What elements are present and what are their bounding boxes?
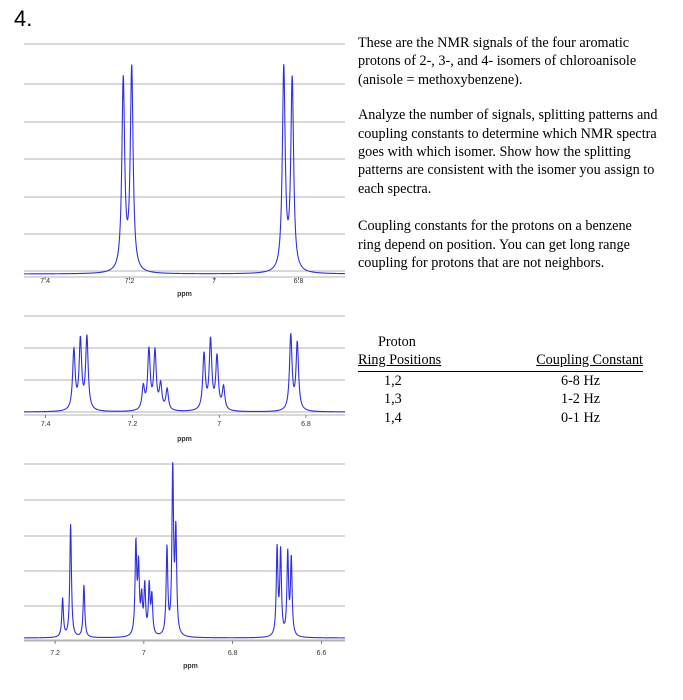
table-cell-positions: 1,2 bbox=[384, 372, 402, 389]
x-tick-label: 7 bbox=[141, 650, 146, 657]
table-header-positions: Ring Positions bbox=[358, 352, 442, 369]
question-number: 4. bbox=[14, 6, 33, 31]
instructions-paragraph: Analyze the number of signals, splitting patterns and coupling constants to determine which NMR spectra goes with which isomer. Show how the splitting patterns are consistent with the isomer you assign to each spectra. bbox=[358, 107, 658, 197]
spectrum-trace bbox=[24, 64, 345, 274]
table-cell-constant: 1-2 Hz bbox=[560, 391, 600, 408]
question-text bbox=[358, 34, 658, 272]
nmr-spectrum-2 bbox=[0, 312, 345, 452]
x-tick-label: 7.2 bbox=[50, 650, 60, 657]
table-row bbox=[358, 390, 643, 408]
table-cell-positions: 1,3 bbox=[384, 391, 402, 408]
table-header-row bbox=[358, 351, 643, 371]
x-tick-label: 6.8 bbox=[293, 278, 304, 285]
x-axis-label: ppm bbox=[183, 663, 198, 670]
x-tick-label: 7.2 bbox=[124, 278, 135, 285]
x-tick-label: 6.8 bbox=[227, 650, 238, 657]
coupling-constant-table bbox=[358, 333, 643, 427]
x-axis-label: ppm bbox=[177, 291, 192, 298]
x-tick-label: 7.4 bbox=[40, 421, 51, 428]
table-cell-constant: 0-1 Hz bbox=[560, 409, 600, 426]
coupling-note-paragraph: Coupling constants for the protons on a benzene ring depend on position. You can get long range coupling for protons that are not neighbors. bbox=[358, 218, 632, 272]
table-row bbox=[358, 372, 643, 390]
x-tick-label: 7 bbox=[217, 421, 222, 428]
spectrum-trace bbox=[24, 462, 345, 638]
table-header-top: Proton bbox=[378, 334, 416, 350]
nmr-spectrum-3 bbox=[0, 456, 345, 670]
x-tick-label: 7 bbox=[212, 278, 217, 285]
x-tick-label: 6.6 bbox=[316, 650, 327, 657]
table-cell-positions: 1,4 bbox=[384, 409, 402, 426]
x-tick-label: 6.8 bbox=[301, 421, 311, 428]
spectrum-trace bbox=[24, 334, 345, 412]
description-paragraph: These are the NMR signals of the four aromatic protons of 2-, 3-, and 4- isomers of chloroanisole (anisole = methoxybenzene). bbox=[358, 35, 637, 88]
x-axis-label: ppm bbox=[177, 436, 192, 443]
table-row bbox=[358, 409, 643, 427]
table-cell-constant: 6-8 Hz bbox=[560, 372, 600, 389]
x-tick-label: 7.2 bbox=[127, 421, 138, 428]
table-header-constant: Coupling Constant bbox=[536, 352, 643, 369]
x-tick-label: 7.4 bbox=[40, 278, 50, 285]
nmr-spectrum-1 bbox=[0, 40, 345, 302]
